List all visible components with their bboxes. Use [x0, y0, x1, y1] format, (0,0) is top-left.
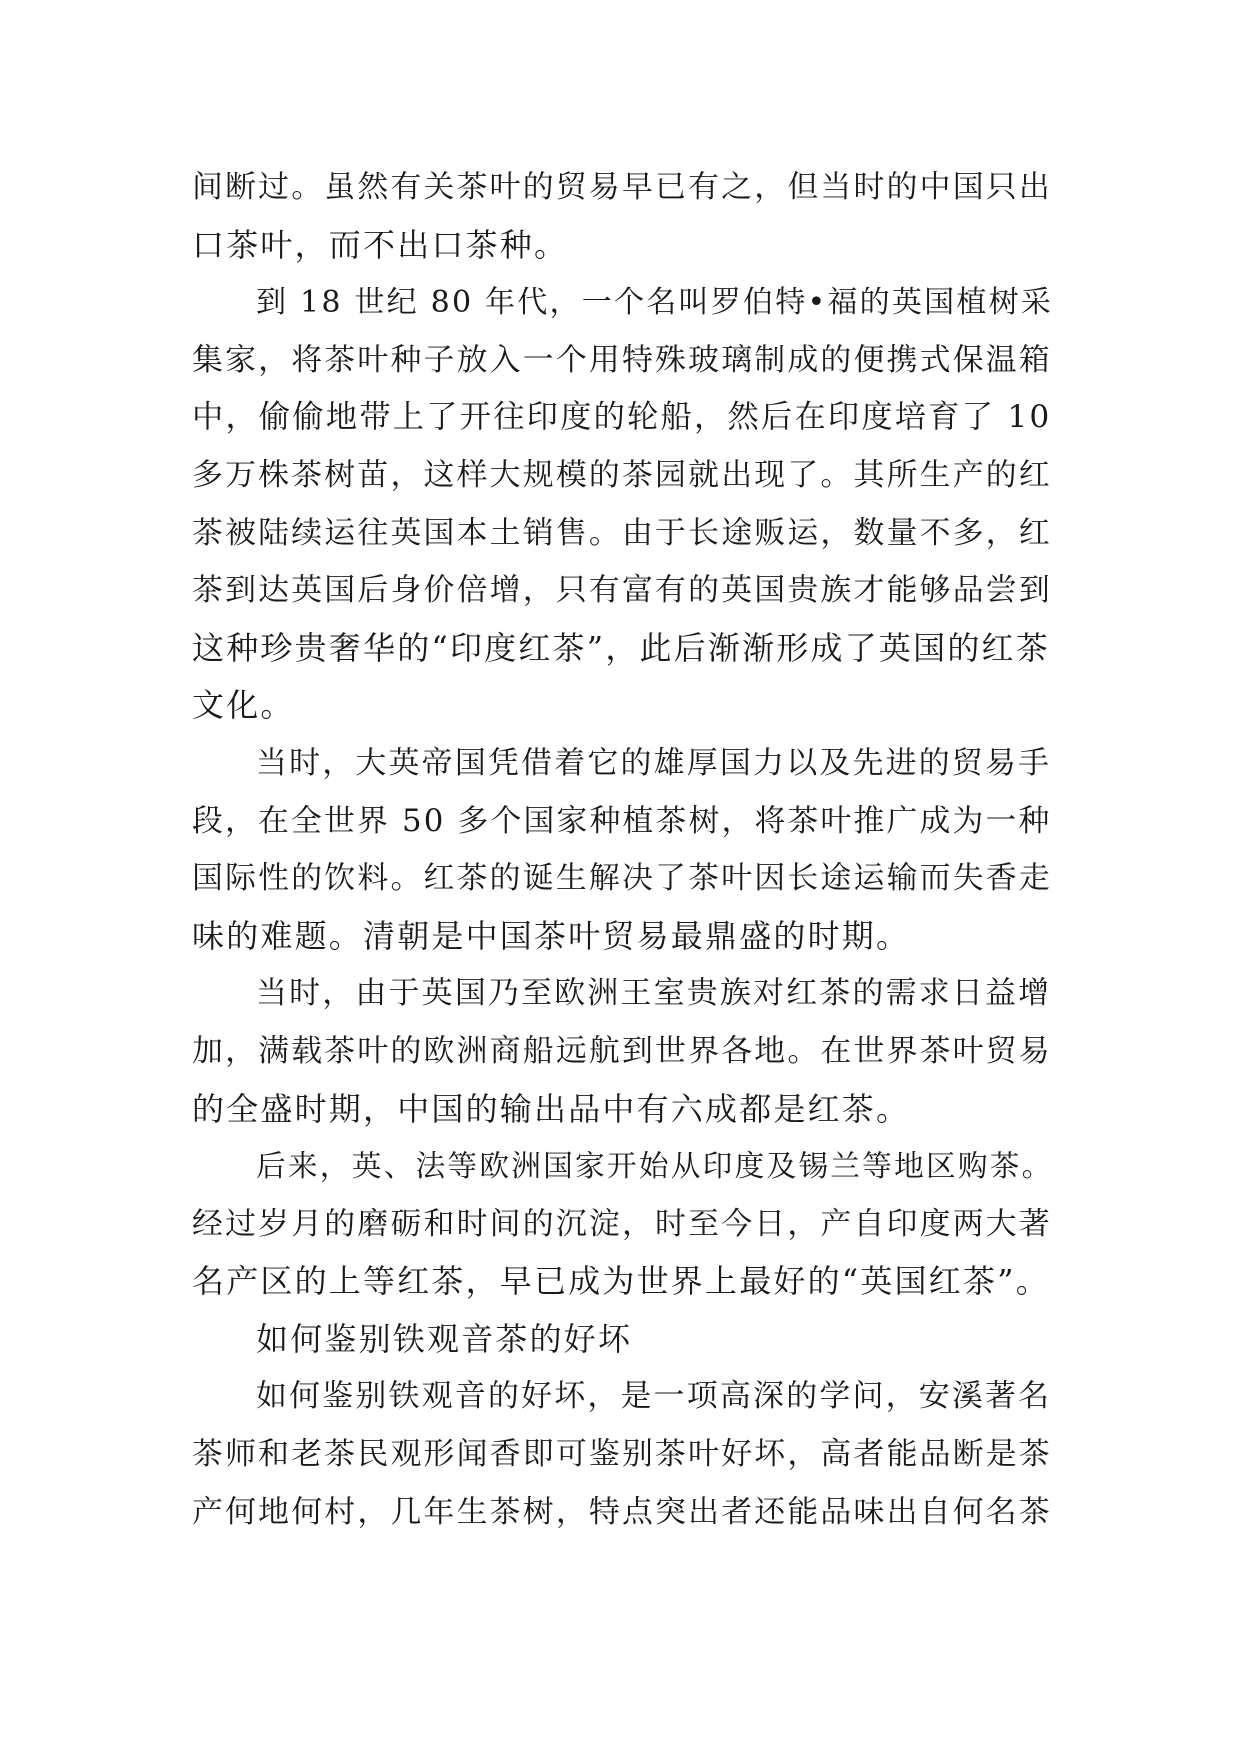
text-line: 味的难题。清朝是中国茶叶贸易最鼎盛的时期。 [192, 916, 911, 955]
text-line: 的全盛时期，中国的输出品中有六成都是红茶。 [192, 1089, 911, 1128]
paragraph-first-line: 后来，英、法等欧洲国家开始从印度及锡兰等地区购茶。 [256, 1149, 1054, 1185]
text-line: 经过岁月的磨砺和时间的沉淀，时至今日，产自印度两大著 [192, 1205, 1052, 1242]
text-line: 茶师和老茶民观形闻香即可鉴别茶叶好坏，高者能品断是茶 [192, 1436, 1052, 1473]
text-line: 中，偷偷地带上了开往印度的轮船，然后在印度培育了 10 [192, 399, 1052, 436]
text-line: 段，在全世界 50 多个国家种植茶树，将茶叶推广成为一种 [192, 802, 1052, 839]
text-line: 文化。 [192, 686, 295, 725]
paragraph-first-line: 如何鉴别铁观音茶的好坏 [256, 1319, 633, 1358]
paragraph-first-line: 如何鉴别铁观音的好坏，是一项高深的学问，安溪著名 [256, 1378, 1052, 1415]
text-line: 口茶叶，而不出口茶种。 [192, 225, 569, 264]
body-text [192, 159, 1052, 1541]
paragraph-first-line: 当时，由于英国乃至欧洲王室贵族对红茶的需求日益增 [256, 975, 1052, 1012]
text-line: 集家，将茶叶种子放入一个用特殊玻璃制成的便携式保温箱 [192, 341, 1052, 378]
paragraph-first-line: 当时，大英帝国凭借着它的雄厚国力以及先进的贸易手 [256, 744, 1052, 781]
text-line: 多万株茶树苗，这样大规模的茶园就出现了。其所生产的红 [192, 456, 1052, 493]
text-line: 产何地何村，几年生茶树，特点突出者还能品味出自何名茶 [192, 1493, 1052, 1530]
text-line: 加，满载茶叶的欧洲商船远航到世界各地。在世界茶叶贸易 [192, 1032, 1052, 1069]
text-line: 间断过。虽然有关茶叶的贸易早已有之，但当时的中国只出 [192, 169, 1052, 205]
text-line: 茶被陆续运往英国本土销售。由于长途贩运，数量不多，红 [192, 514, 1052, 551]
text-line: 茶到达英国后身价倍增，只有富有的英国贵族才能够品尝到 [192, 572, 1052, 609]
paragraph-first-line: 到 18 世纪 80 年代，一个名叫罗伯特•福的英国植树采 [256, 285, 1054, 321]
text-line: 名产区的上等红茶，早已成为世界上最好的“英国红茶”。 [192, 1262, 1050, 1301]
text-line: 国际性的饮料。红茶的诞生解决了茶叶因长途运输而失香走 [192, 860, 1052, 897]
text-line: 这种珍贵奢华的“印度红茶”，此后渐渐形成了英国的红茶 [192, 628, 1050, 667]
